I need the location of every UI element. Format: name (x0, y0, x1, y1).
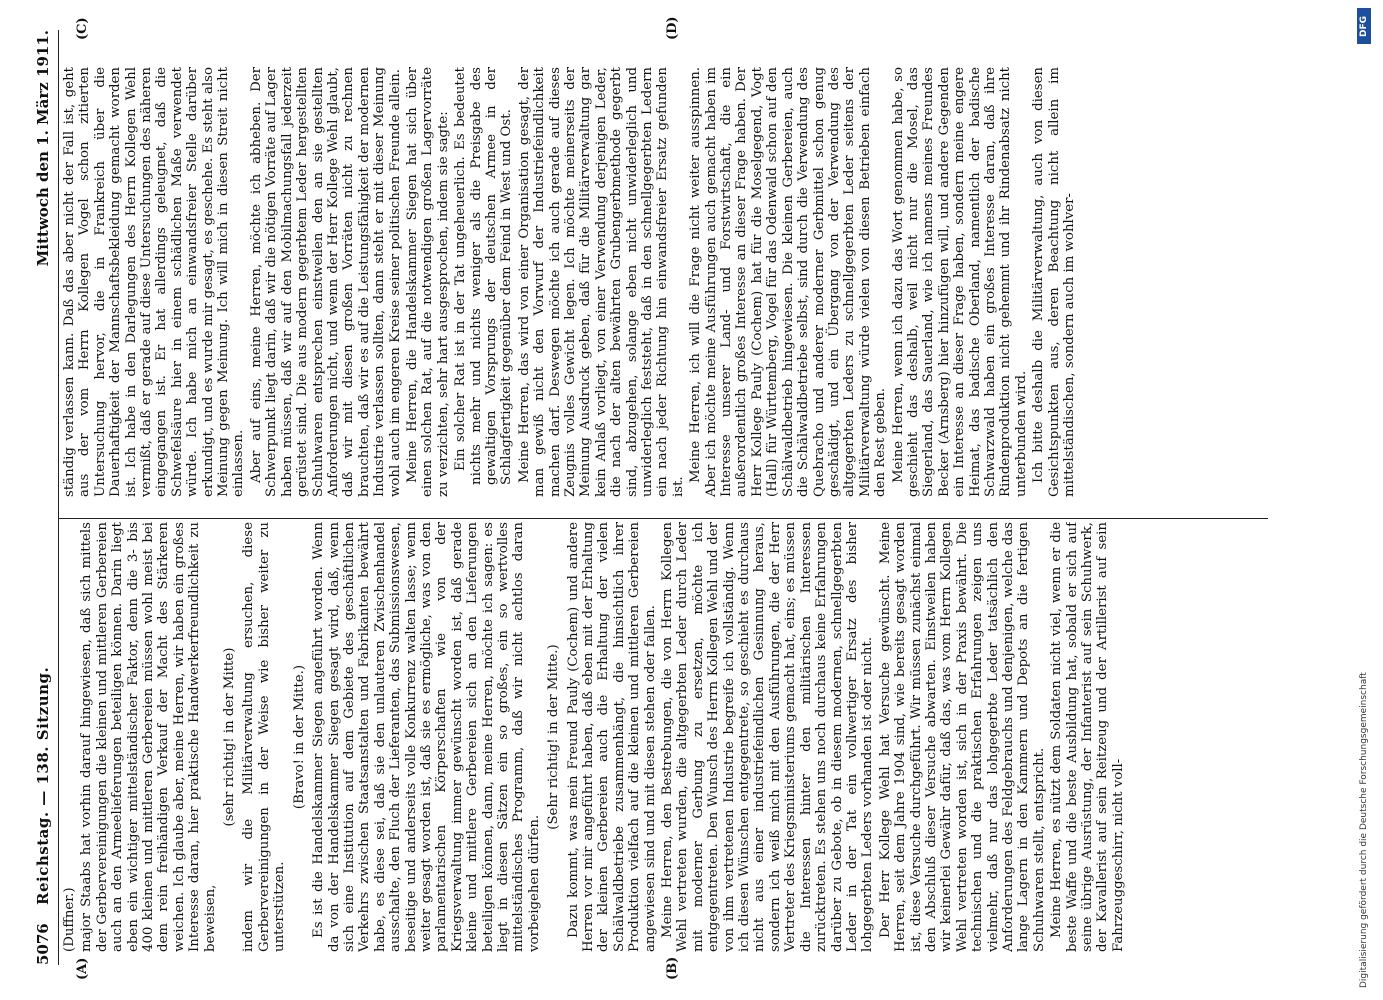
paragraph: Der Herr Kollege Wehl hat Versuche gewünscht. Meine Herren, seit dem Jahre 1904 sind, wie bereits gesagt worden ist, diese Versuche durchgeführt. Wir müssen zunächst einmal den Abschluß dieser Versuche abwarten. Einstweilen haben wir keinerlei Gewähr dafür, daß das, was vom Herrn Kollegen Wehl vertreten worden ist, sich in der Praxis bewährt. Die technischen und die praktischen Erfahrungen zeigen uns vielmehr, daß nur das lohgegerbte Leder tatsächlich den Anforderungen des Feldgebrauchs und denjenigen, welche das lange Lagern in den Kammern und Depots an die fertigen Schuhwaren stellt, entspricht. (877, 522, 1047, 952)
paragraph: Dazu kommt, was mein Freund Pauly (Cochem) und andere Herren vor mir angeführt haben, daß eben mit der Erhaltung der kleinen Gerbereien auch die Erhaltung der vielen Schälwaldbetriebe zusammenhängt, die hinsichtlich ihrer Produktion vielfach auf die kleinen und mittleren Gerbereien angewiesen sind und mit diesen stehen oder fallen. (565, 522, 658, 952)
paragraph: Meine Herren, die Handelskammer Siegen hat sich über einen solchen Rat, auf die notwendigen großen Lagervorräte zu verzichten, sehr hart ausgesprochen, indem sie sagte: (404, 67, 451, 497)
marker-d: (D) (665, 16, 680, 40)
paragraph: Meine Herren, wenn ich dazu das Wort genommen habe, so geschieht das deshalb, weil nicht nur die Mosel, das Siegerland, das Sauerland, wie ich namens meines Freundes Becker (Arnsberg) hier hinzufügen will, und andere Gegenden ein Interesse an dieser Frage haben, sondern meine engere Heimat, das badische Oberland, namentlich der badische Schwarzwald haben ein großes Interesse daran, daß ihre Rindenproduktion nicht gehemmt und ihr Rindenabsatz nicht unterbunden wird. (890, 67, 1029, 497)
right-column (62, 67, 1262, 497)
watermark-text: Digitalisierung gefördert durch die Deutsche Forschungsgemeinschaft (1359, 672, 1369, 988)
paragraph: Meine Herren, ich will die Frage nicht weiter ausspinnen. Aber ich möchte meine Ausführungen auch gemacht haben im Interesse unserer Land- und Forstwirtschaft, die ein außerordentlich großes Interesse an dieser Frage haben. Der Herr Kollege Pauly (Cochem) hat für die Moselgegend, Vogt (Hall) für Württemberg, Vogel für das Odenwald schon auf den Schälwaldbetrieb hingewiesen. Die kleinen Gerbereien, auch die Schälwaldbetriebe selbst, sind durch die Verwendung des Quebracho und anderer moderner Gerbmittel schon genug geschädigt, und ein Übergang von der Verwendung des altgegerbten Leders zu schnellgegerbten Leder seitens der Militärverwaltung würde vielen von diesen Betrieben einfach den Rest geben. (688, 67, 889, 497)
page-number: 5076 (34, 923, 52, 965)
column-divider (58, 518, 1268, 519)
left-column (62, 522, 1262, 952)
interjection: (Sehr richtig! in der Mitte.) (546, 644, 562, 830)
paragraph: Meine Herren, es nützt dem Soldaten nicht viel, wenn er die beste Waffe und die beste Ausbildung hat, sobald er sich auf seine übrige Ausrüstung, der Infanterist auf sein Schuhwerk, der Kavallerist auf sein Reitzeug und der Artillerist auf sein Fahrzeuggeschirr, nicht voll- (1049, 522, 1126, 952)
paragraph: Meine Herren, das wird von einer Organisation gesagt, der man gewiß nicht den Vorwurf der Industriefeindlichkeit machen darf. Deswegen möchte ich auch gerade auf dieses Zeugnis volles Gewicht legen. Ich möchte meinerseits der Meinung Ausdruck geben, daß für die Militärverwaltung gar kein Anlaß vorliegt, von einer Verwendung derjenigen Leder, die nach der alten bewährten Grubengerbmethode gegerbt sind, abzugehen, solange eben nicht unwiderleglich und unwiderleglich feststeht, daß in den schnellgegerbten Ledern ein nach jeder Richtung hin einwandsfreier Ersatz gefunden ist. (516, 67, 686, 497)
marker-c: (C) (75, 17, 90, 40)
quotation: Ein solcher Rat ist in der Tat ungeheuerlich. Es bedeutet nichts mehr und nichts weniger als die Preisgabe des gewaltigen Vorsprungs der deutschen Armee in der Schlagfertigkeit gegenüber dem Feind in West und Ost. (453, 67, 515, 485)
paragraph: Meine Herren, den Bestrebungen, die von Herrn Kollegen Wehl vertreten wurden, die altgegerbten Leder durch Leder mit moderner Gerbung zu ersetzen, möchte ich entgegentreten. Den Wunsch des Herrn Kollegen Wehl und der von ihm vertretenen Industrie begreife ich vollständig. Wenn ich diesen Wünschen entgegentrete, so geschieht es durchaus nicht aus einer industriefeindlichen Gesinnung heraus, sondern ich weiß mich mit den Ausführungen, die der Herr Vertreter des Kriegsministeriums gemacht hat, eins; es müssen die Interessen hinter den militärischen Interessen zurücktreten. Es stehen uns noch durchaus keine Erfahrungen darüber zu Gebote, ob in diesem modernen, schnellgegerbten Leder in der Tat ein vollwertiger Ersatz des bisher lohgegerbten Leders vorhanden ist oder nicht. (660, 522, 876, 952)
interjection: (Bravo! in der Mitte.) (291, 664, 307, 810)
marker-b: (B) (665, 956, 680, 980)
speaker-name: (Duffner.) (62, 887, 77, 952)
paragraph: indem wir die Militärverwaltung ersuchen, diese Gerbervereinigungen in der Weise wie bisher weiter zu unterstützen. (241, 522, 288, 952)
header-right: Mittwoch den 1. März 1911. (34, 30, 52, 267)
paragraph: Ich bitte deshalb die Militärverwaltung, auch von diesen Gesichtspunkten aus, deren Beachtung nicht allein im mittelständischen, sondern auch im wohlver- (1031, 67, 1077, 497)
marker-a: (A) (75, 957, 90, 980)
page-header (34, 30, 56, 965)
paragraph: major Staabs hat vorhin darauf hingewiesen, daß sich mittels der Gerbervereinigungen die kleinen und mittleren Gerbereien auch an den Armeelieferungen beteiligen können. Darin liegt eben ein wichtiger mittelständischer Faktor, denn die 3- bis 400 kleinen und mittleren Gerbereien müssen wohl meist bei dem rein freihändigen Verkauf der Macht des Stärkeren weichen. Ich glaube aber, meine Herren, wir haben ein großes Interesse daran, hier praktische Handwerkerfreundlichkeit zu beweisen, (79, 522, 218, 952)
paragraph: Aber auf eins, meine Herren, möchte ich abheben. Der Schwerpunkt liegt darin, daß wir die nötigen Vorräte auf Lager haben müssen, daß wir auf den Mobilmachungsfall jederzeit gerüstet sind. Die aus modern gegerbtem Leder hergestellten Schuhwaren entsprechen einstweilen den an sie gestellten Anforderungen nicht, und wenn der Herr Kollege Wehl glaubt, daß wir mit diesen großen Vorräten nicht zu rechnen brauchten, daß wir es auf die Leistungsfähigkeit der modernen Industrie verlassen sollten, dann steht er mit dieser Meinung wohl auch im engeren Kreise seiner politischen Freunde allein. (248, 67, 403, 497)
header-left: Reichstag. — 138. Sitzung. (34, 666, 52, 905)
dfg-logo: DFG (1357, 8, 1371, 44)
digitization-watermark (1357, 8, 1371, 988)
interjection: (sehr richtig! in der Mitte) (222, 647, 238, 827)
header-rule (58, 30, 59, 965)
paragraph: Es ist die Handelskammer Siegen angeführt worden. Wenn da von der Handelskammer Siegen gesagt wird, daß, wenn sich eine Institution auf dem Gebiete des geschäftlichen Verkehrs zwischen Staatsanstalten und Fabrikanten bewährt habe, es diese sei, daß sie den unlauteren Zwischenhandel ausschalte, den Fluch der Lieferanten, das Submissionswesen, beseitige und anderseits volle Konkurrenz walten lasse; wenn weiter gesagt worden ist, daß sie es ermögliche, was von den parlamentarischen Körperschaften wie von der Kriegsverwaltung immer gewünscht worden ist, daß gerade kleine und mittlere Gerbereien sich an den Lieferungen beteiligen können, dann, meine Herren, möchte ich sagen: es liegt in diesen Sätzen ein so großes, ein so wertvolles mittelständisches Programm, daß wir nicht achtlos daran vorbeigehen dürfen. (311, 522, 542, 952)
paragraph: ständig verlassen kann. Daß das aber nicht der Fall ist, geht aus der vom Herrn Kollegen Vogel schon zitierten Untersuchung hervor, die in Frankreich über die Dauerhaftigkeit der Mannschaftsbekleidung gemacht worden ist. Ich habe in den Darlegungen des Herrn Kollegen Wehl vermißt, daß er gerade auf diese Untersuchungen des näheren eingegangen ist. Er hat allerdings geleugnet, daß die Schwefelsäure hier in einem schädlichen Maße verwendet würde. Ich habe mich an einwandsfreier Stelle darüber erkundigt, und es wurde mir gesagt, es geschehe. Es steht also Meinung gegen Meinung. Ich will mich in diesen Streit nicht einlassen. (62, 67, 247, 497)
